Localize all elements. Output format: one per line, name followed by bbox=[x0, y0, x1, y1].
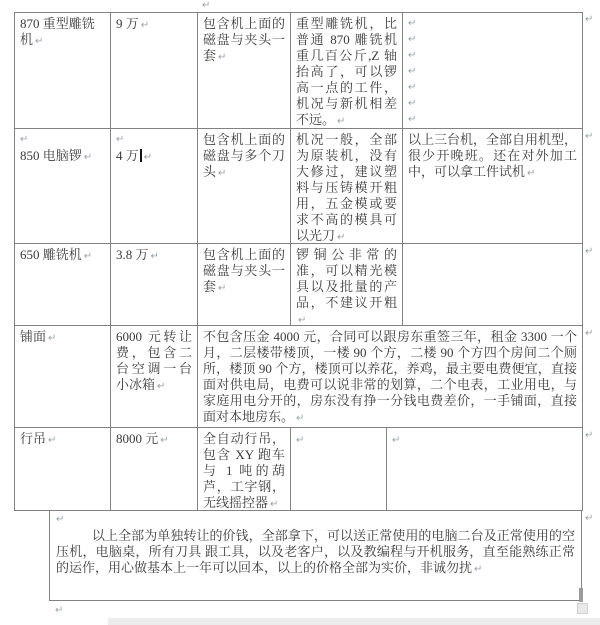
paragraph-mark: ↵ bbox=[408, 98, 417, 109]
machine-name-cell[interactable] bbox=[15, 244, 111, 326]
summary-text bbox=[56, 528, 575, 576]
paragraph-mark: ↵ bbox=[527, 168, 536, 179]
paragraph-mark: ↵ bbox=[270, 499, 279, 510]
price: 4 万 bbox=[116, 148, 139, 163]
end-of-row-mark: ↵ bbox=[585, 430, 594, 441]
description-cell[interactable] bbox=[291, 244, 403, 326]
paragraph-mark: ↵ bbox=[48, 435, 57, 446]
includes: 包含机上面的磁盘与夹头一套 bbox=[203, 247, 285, 294]
includes-cell[interactable] bbox=[198, 129, 291, 244]
note-cell[interactable] bbox=[403, 13, 583, 129]
price-cell[interactable] bbox=[111, 326, 198, 428]
includes-cell[interactable] bbox=[198, 428, 291, 511]
table-row bbox=[15, 244, 583, 326]
paragraph-mark: ↵ bbox=[408, 82, 417, 93]
item-name: 铺面 bbox=[20, 329, 47, 344]
paragraph-mark: ↵ bbox=[296, 435, 305, 446]
paragraph-mark: ↵ bbox=[218, 283, 227, 294]
price-cell[interactable] bbox=[111, 244, 198, 326]
paragraph-mark: ↵ bbox=[150, 251, 159, 262]
includes: 包含机上面的磁盘与夹头一套 bbox=[203, 16, 285, 63]
includes: 全自动行吊，包含 XY 跑车与 1 吨的葫芦，工字钢，无线摇控器 bbox=[203, 431, 285, 510]
paragraph-mark: ↵ bbox=[408, 66, 417, 77]
summary-paragraph: 以上全部为单独转让的价钱，全部拿下，可以送正常使用的电脑二台及正常使用的空压机，电脑桌，所有刀具 跟工具，以及老客户，以及教编程与开机服务，直至能熟练正常的运作，用心做基本上一年可以回本，以上的价格全部为实价，非诚勿扰 bbox=[56, 528, 575, 575]
end-of-row-mark: ↵ bbox=[585, 328, 594, 339]
item-name-cell[interactable] bbox=[15, 428, 111, 511]
paragraph-mark: ↵ bbox=[48, 333, 57, 344]
price: 3.8 万 bbox=[116, 247, 149, 262]
paragraph-mark: ↵ bbox=[56, 514, 65, 525]
horizontal-scrollbar-track[interactable] bbox=[108, 618, 600, 625]
paragraph-mark: ↵ bbox=[408, 114, 417, 125]
table-row bbox=[15, 129, 583, 244]
price-cell[interactable] bbox=[111, 129, 198, 244]
end-of-row-mark: ↵ bbox=[585, 131, 594, 142]
paragraph-mark: ↵ bbox=[218, 168, 227, 179]
paragraph-mark: ↵ bbox=[296, 413, 305, 424]
note-cell[interactable] bbox=[387, 428, 583, 511]
machine-name-cell[interactable] bbox=[15, 13, 111, 129]
description: 机况一般，全部为原装机，没有大修过，建议塑料与压铸模开粗用，五金模或要求不高的模具可以光刀 bbox=[296, 132, 397, 243]
description-cell[interactable] bbox=[291, 13, 403, 129]
item-name-cell[interactable] bbox=[15, 326, 111, 428]
includes-cell[interactable] bbox=[198, 13, 291, 129]
paragraph-mark: ↵ bbox=[160, 435, 169, 446]
table-row bbox=[15, 13, 583, 129]
price: 9 万 bbox=[116, 16, 139, 31]
end-of-row-mark: ↵ bbox=[585, 246, 594, 257]
description: 不包含压金 4000 元，合同可以跟房东重签三年，租金 3300 一个月，二层楼带楼顶，一楼 90 个方，二楼 90 个方四个房间二个厕所，楼顶 90 个方，楼顶可以养花，养鸡，最主要电费便宜，直接面对供电局，电费可以说非常的划算，二个电表，工业用电，与家庭用电分开的，房东没有挣一分钱电费差价，一手铺面，直接面对本地房东。 bbox=[203, 329, 577, 424]
machine-name: 850 电脑锣 bbox=[20, 148, 82, 163]
price-cell[interactable] bbox=[111, 13, 198, 129]
table-row bbox=[15, 428, 583, 511]
paragraph-mark: ↵ bbox=[298, 315, 307, 326]
paragraph-mark: ↵ bbox=[474, 564, 483, 575]
includes-cell[interactable] bbox=[198, 244, 291, 326]
price: 6000 元转让费，包含二台空调一台小冰箱 bbox=[116, 329, 192, 392]
paragraph-mark: ↵ bbox=[35, 36, 44, 47]
table-resize-handle[interactable] bbox=[577, 603, 588, 614]
note-cell[interactable] bbox=[403, 129, 583, 244]
description-merged-cell[interactable] bbox=[198, 326, 583, 428]
paragraph-mark: ↵ bbox=[55, 605, 64, 616]
machine-name: 650 雕铣机 bbox=[20, 247, 82, 262]
description: 重型雕铣机，比普通 870 雕铣机重几百公斤,Z 轴抬高了，可以锣高一点的工件，机况与新机相差不远。 bbox=[296, 16, 397, 127]
paragraph-mark: ↵ bbox=[157, 381, 166, 392]
paragraph-mark: ↵ bbox=[20, 134, 29, 145]
includes: 包含机上面的磁盘与多个刀头 bbox=[203, 132, 285, 179]
table-row bbox=[15, 326, 583, 428]
description: 锣铜公非常的准，可以精光模具以及批量的产品，不建议开粗 bbox=[296, 247, 397, 310]
paragraph-mark: ↵ bbox=[408, 50, 417, 61]
machine-name: 870 重型雕铣机 bbox=[20, 16, 95, 47]
machines-listing-table bbox=[14, 12, 583, 511]
border-edge-segment bbox=[579, 588, 583, 602]
paragraph-mark: ↵ bbox=[337, 232, 346, 243]
text-cursor bbox=[140, 149, 142, 162]
price-cell[interactable] bbox=[111, 428, 198, 511]
paragraph-mark: ↵ bbox=[218, 52, 227, 63]
machine-name-cell[interactable] bbox=[15, 129, 111, 244]
end-of-row-mark: ↵ bbox=[585, 14, 594, 25]
note-cell[interactable] bbox=[403, 244, 583, 326]
paragraph-mark: ↵ bbox=[83, 251, 93, 262]
summary-box[interactable] bbox=[49, 510, 582, 601]
paragraph-mark: ↵ bbox=[408, 34, 417, 45]
end-of-row-mark: ↵ bbox=[585, 513, 594, 524]
paragraph-mark: ↵ bbox=[392, 435, 401, 446]
paragraph-mark: ↵ bbox=[140, 20, 150, 31]
paragraph-mark: ↵ bbox=[83, 152, 93, 163]
description-cell[interactable] bbox=[291, 428, 387, 511]
price: 8000 元 bbox=[116, 431, 159, 446]
paragraph-mark: ↵ bbox=[408, 18, 417, 29]
description-cell[interactable] bbox=[291, 129, 403, 244]
note: 以上三台机，全部自用机型，很少开晚班。还在对外加工中，可以拿工件试机 bbox=[408, 132, 578, 179]
paragraph-mark: ↵ bbox=[337, 116, 346, 127]
paragraph-mark: ↵ bbox=[202, 0, 211, 11]
item-name: 行吊 bbox=[20, 431, 47, 446]
paragraph-mark: ↵ bbox=[116, 134, 125, 145]
paragraph-mark: ↵ bbox=[143, 152, 153, 163]
